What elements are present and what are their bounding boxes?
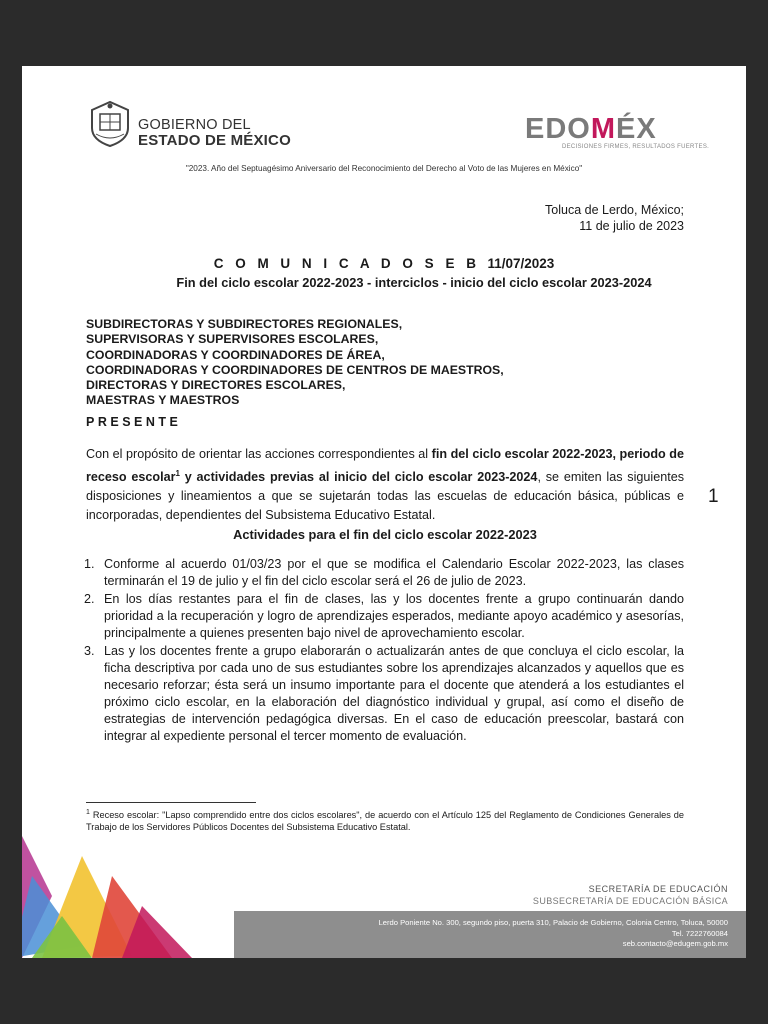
intro-paragraph	[86, 445, 684, 525]
footnote-mark: 1	[86, 809, 90, 816]
intro-bold-2: y actividades previas al inicio del ciclo escolar 2023-2024	[179, 470, 538, 485]
list-item-text: Las y los docentes frente a grupo elaborarán o actualizarán antes de que concluya el ciclo escolar, la ficha descriptiva por cada uno de sus estudiantes sobre los aprendizajes alcanzados y aquellos que es necesario reforzar; ésta será un insumo importante para el docente que atenderá a los estudiantes el próximo ciclo escolar, en la elaboración del diagnóstico individual y grupal, así como el diseño de estrategias de intervención pedagógica diversas. En el caso de educación preescolar, bastará con integrar al expediente personal el tercer momento de evaluación.	[104, 644, 684, 743]
recipient-line: DIRECTORAS Y DIRECTORES ESCOLARES,	[86, 378, 346, 393]
footnote-divider	[86, 802, 256, 803]
viewer-frame-right	[746, 66, 768, 958]
presente-label: PRESENTE	[86, 415, 182, 429]
footer-secretaria: SECRETARÍA DE EDUCACIÓN	[588, 884, 728, 894]
footer-subsecretaria: SUBSECRETARÍA DE EDUCACIÓN BÁSICA	[532, 896, 728, 906]
edomex-logo-post: ÉX	[616, 113, 657, 145]
footer-contact	[379, 918, 728, 950]
footnote-ref: 1	[175, 469, 180, 478]
list-item	[84, 591, 684, 642]
place: Toluca de Lerdo, México;	[545, 203, 684, 217]
viewer-frame-left	[0, 66, 22, 958]
government-name	[138, 118, 291, 148]
viewer-frame-bottom	[0, 958, 768, 1024]
edomex-logo	[525, 113, 657, 146]
list-item-number: 1.	[84, 557, 95, 571]
decorative-triangles-icon	[22, 816, 222, 958]
communique-label: C O M U N I C A D O S E B	[213, 256, 480, 271]
list-item	[84, 643, 684, 745]
page-number: 1	[708, 486, 719, 507]
edomex-tagline: DECISIONES FIRMES, RESULTADOS FUERTES.	[562, 144, 710, 150]
recipient-line: SUPERVISORAS Y SUPERVISORES ESCOLARES,	[86, 332, 379, 347]
footnote-text: Receso escolar: "Lapso comprendido entre dos ciclos escolares", de acuerdo con el Artículo 125 del Reglamento de Condiciones Generales de Trabajo de los Servidores Públicos Docentes del Subsistema Educativo Estatal.	[86, 810, 684, 833]
list-item	[84, 556, 684, 590]
gov-line-2: ESTADO DE MÉXICO	[138, 132, 291, 149]
list-item-text: En los días restantes para el fin de clases, las y los docentes frente a grupo continuarán dando prioridad a la recuperación y logro de aprendizajes esperados, mediante apoyo académico y asesorías, principalmente a quienes presenten bajo nivel de aprovechamiento escolar.	[104, 592, 684, 640]
recipient-line: SUBDIRECTORAS Y SUBDIRECTORES REGIONALES,	[86, 317, 403, 331]
list-item-number: 2.	[84, 592, 95, 606]
date: 11 de julio de 2023	[579, 219, 684, 233]
footer-address: Lerdo Poniente No. 300, segundo piso, puerta 310, Palacio de Gobierno, Colonia Centro, Toluca, 50000	[378, 918, 728, 927]
intro-bold-1: fin del ciclo escolar 2022-2023, periodo de receso escolar	[86, 447, 684, 485]
year-motto: "2023. Año del Septuagésimo Aniversario del Reconocimiento del Derecho al Voto de las Mujeres en México"	[185, 164, 583, 173]
state-coat-of-arms-icon	[88, 98, 132, 148]
communique-title	[22, 256, 746, 271]
footer-email: seb.contacto@edugem.gob.mx	[622, 939, 728, 948]
communique-subtitle: Fin del ciclo escolar 2022-2023 - interciclos - inicio del ciclo escolar 2023-2024	[176, 275, 652, 290]
footer-tel: Tel. 7222760084	[671, 928, 728, 938]
intro-text-1: Con el propósito de orientar las acciones correspondientes al	[86, 447, 432, 461]
list-item-number: 3.	[84, 644, 95, 658]
list-item-text: Conforme al acuerdo 01/03/23 por el que se modifica el Calendario Escolar 2022-2023, las clases terminarán el 19 de julio y el fin del ciclo escolar será el 26 de julio de 2023.	[104, 557, 684, 588]
recipient-line: MAESTRAS Y MAESTROS	[86, 393, 240, 408]
recipients-block	[86, 317, 504, 409]
recipient-line: COORDINADORAS Y COORDINADORES DE ÁREA,	[86, 347, 385, 362]
document-page	[22, 66, 746, 958]
section-heading: Actividades para el fin del ciclo escolar 2022-2023	[233, 527, 537, 542]
recipient-line: COORDINADORAS Y COORDINADORES DE CENTROS DE MAESTROS,	[86, 362, 504, 377]
intro-text-2: , se emiten las siguientes disposiciones y lineamientos a que se sujetarán todas las escuelas de educación básica, públicas e incorporadas, dependientes del Subsistema Educativo Estatal.	[86, 470, 685, 523]
viewer-frame-top	[0, 0, 768, 66]
activities-list	[84, 556, 684, 746]
place-date	[545, 202, 684, 234]
edomex-logo-m: M	[590, 113, 617, 145]
communique-code: 11/07/2023	[487, 256, 555, 271]
edomex-logo-pre: EDO	[525, 113, 591, 145]
gov-line-1: GOBIERNO DEL	[138, 117, 251, 133]
